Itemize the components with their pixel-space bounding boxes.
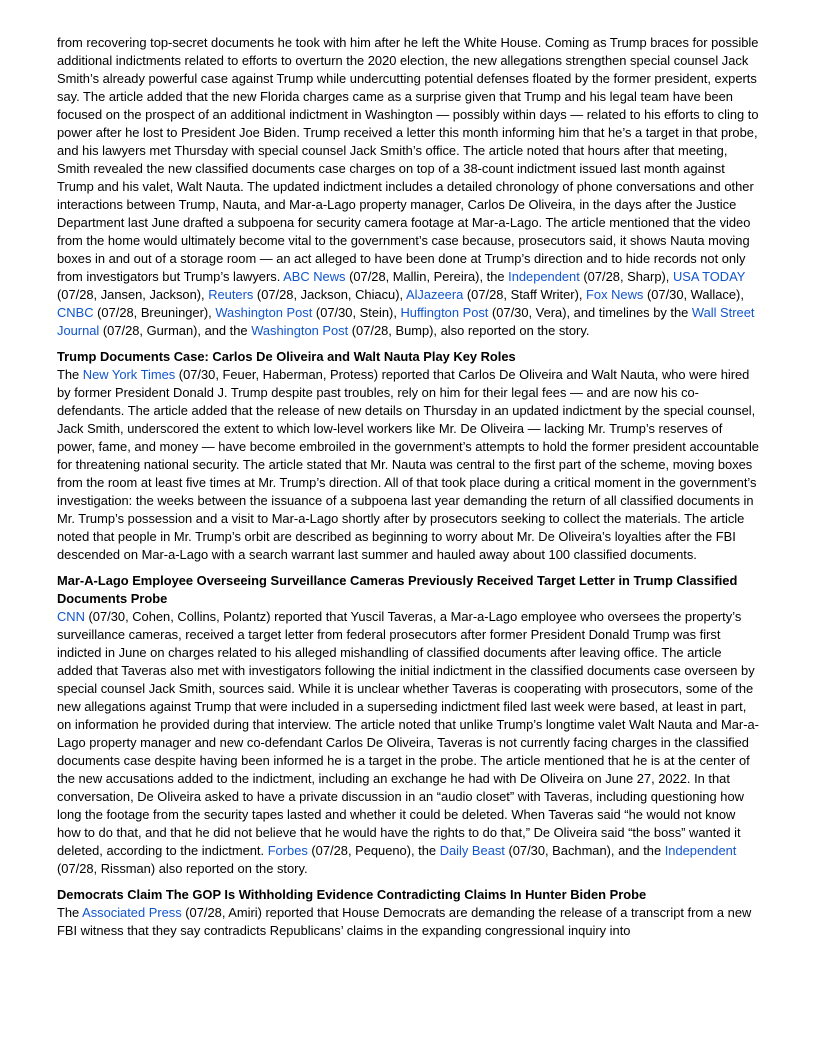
intro-paragraph: from recovering top-secret documents he took with him after he left the White House. Coming as Trump braces for possible additional indictments related to efforts to overturn the 2020 election, the new allegations strengthen special counsel Jack Smith’s already powerful case against Trump while undercutting potential defenses floated by the former president, experts say. The article added that the new Florida charges came as a surprise given that Trump and his legal team have been focused on the prospect of an additional indictment in Washington — possibly within days — related to his efforts to cling to power after he lost to President Joe Biden. Trump received a letter this month informing him that he’s a target in that probe, and his lawyers met Thursday with special counsel Jack Smith’s office. The article noted that hours after that meeting, Smith revealed the new classified documents case charges on top of a 38-count indictment issued last month against Trump and his valet, Walt Nauta. The updated indictment includes a detailed chronology of phone conversations and other interactions between Trump, Nauta, and Mar-a-Lago property manager, Carlos De Oliveira, in the days after the Justice Department last June drafted a subpoena for security camera footage at Mar-a-Lago. The article mentioned that the video from the home would ultimately become vital to the government’s case because, prosecutors said, it shows Nauta moving boxes in and out of a storage room — an act alleged to have been done at Trump’s direction and to hide records not only from investigators but Trump’s lawyers. ABC News (07/28, Mallin, Pereira), the Independent (07/28, Sharp), USA TODAY (07/28, Jansen, Jackson), Reuters (07/28, Jackson, Chiacu), AlJazeera (07/28, Staff Writer), Fox News (07/30, Wallace), CNBC (07/28, Breuninger), Washington Post (07/30, Stein), Huffington Post (07/30, Vera), and timelines by the Wall Street Journal (07/28, Gurman), and the Washington Post (07/28, Bump), also reported on the story.	[57, 35, 759, 338]
source-link-huffington-post[interactable]: Huffington Post	[400, 305, 489, 320]
source-link-daily-beast[interactable]: Daily Beast	[439, 843, 505, 858]
article-body-mar-a-lago-employee: CNN (07/30, Cohen, Collins, Polantz) reported that Yuscil Taveras, a Mar-a-Lago employee who oversees the property’s surveillance cameras, received a target letter from federal prosecutors after former President Donald Trump was first indicted in June on charges related to his alleged mishandling of classified documents after leaving office. The article added that Taveras also met with investigators following the initial indictment in the classified documents case overseen by special counsel Jack Smith, sources said. While it is unclear whether Taveras is cooperating with prosecutors, some of the new allegations against Trump that were included in a superseding indictment filed last week were based, at least in part, on information he provided during that interview. The article noted that unlike Trump’s longtime valet Walt Nauta and Mar-a-Lago property manager and new co-defendant Carlos De Oliveira, Taveras is not currently facing charges in the classified documents case despite having been informed he is a target in the probe. The article mentioned that he is at the center of the new accusations added to the indictment, including an exchange he had with De Oliveira on June 27, 2022. In that conversation, De Oliveira asked to have a private discussion in an “audio closet” with Taveras, including questioning how long the footage from the security tapes lasted and whether it could be deleted. When Taveras said “he would not know how to do that, and that he did not believe that he would have the rights to do that,” De Oliveira said “the boss” wanted it deleted, according to the indictment. Forbes (07/28, Pequeno), the Daily Beast (07/30, Bachman), and the Independent (07/28, Rissman) also reported on the story.	[57, 609, 759, 876]
article-heading-hunter-biden-probe: Democrats Claim The GOP Is Withholding Evidence Contradicting Claims In Hunter Biden Probe	[57, 887, 647, 902]
article-body-documents-case: The New York Times (07/30, Feuer, Haberman, Protess) reported that Carlos De Oliveira and Walt Nauta, who were hired by former President Donald J. Trump despite past troubles, rely on him for their legal fees — and are now his co-defendants. The article added that the release of new details on Thursday in an updated indictment by the special counsel, Jack Smith, underscored the extent to which low-level workers like Mr. De Oliveira — lacking Mr. Trump’s reserves of power, fame, and money — have become embroiled in the government’s attempts to hold the former president accountable for threatening national security. The article stated that Mr. Nauta was central to the first part of the scheme, moving boxes from the room at least five times at Mr. Trump’s direction. All of that took place during a critical moment in the government’s investigation: the weeks between the issuance of a subpoena last year demanding the return of all classified documents in Mr. Trump’s possession and a visit to Mar-a-Lago shortly after by prosecutors seeking to collect the materials. The article noted that people in Mr. Trump’s orbit are described as beginning to worry about Mr. De Oliveira’s loyalties after the FBI descended on Mar-a-Lago with a search warrant last summer and hauled away about 100 classified documents.	[57, 367, 759, 562]
article-body-hunter-biden-probe: The Associated Press (07/28, Amiri) reported that House Democrats are demanding the release of a transcript from a new FBI witness that they say contradicts Republicans’ claims in the expanding congressional inquiry into	[57, 905, 752, 938]
source-link-washington-post[interactable]: Washington Post	[215, 305, 313, 320]
source-link-abc-news[interactable]: ABC News	[283, 269, 346, 284]
source-link-cnbc[interactable]: CNBC	[57, 305, 94, 320]
source-link-fox-news[interactable]: Fox News	[586, 287, 644, 302]
source-link-washington-post-2[interactable]: Washington Post	[251, 323, 349, 338]
source-link-usa-today[interactable]: USA TODAY	[672, 269, 746, 284]
source-link-new-york-times[interactable]: New York Times	[82, 367, 176, 382]
source-link-independent-2[interactable]: Independent	[664, 843, 737, 858]
document-page	[57, 34, 760, 940]
source-link-forbes[interactable]: Forbes	[267, 843, 308, 858]
source-link-cnn[interactable]: CNN	[57, 609, 85, 624]
article-heading-documents-case: Trump Documents Case: Carlos De Oliveira and Walt Nauta Play Key Roles	[57, 349, 516, 364]
source-link-independent[interactable]: Independent	[508, 269, 580, 284]
source-link-wall-street-journal[interactable]: Wall Street Journal	[57, 305, 755, 338]
source-link-associated-press[interactable]: Associated Press	[82, 905, 182, 920]
source-link-reuters[interactable]: Reuters	[208, 287, 254, 302]
article-heading-mar-a-lago-employee: Mar-A-Lago Employee Overseeing Surveillance Cameras Previously Received Target Letter in Trump Classified Documents Probe	[57, 573, 738, 606]
intro-text: from recovering top-secret documents he took with him after he left the White House. Coming as Trump braces for possible additional indictments related to efforts to overturn the 2020 election, the new allegations strengthen special counsel Jack Smith’s already powerful case against Trump while undercutting potential defenses floated by the former president, experts say. The article added that the new Florida charges came as a surprise given that Trump and his legal team have been focused on the prospect of an additional indictment in Washington — possibly within days — related to his efforts to cling to power after he lost to President Joe Biden. Trump received a letter this month informing him that he’s a target in that probe, and his lawyers met Thursday with special counsel Jack Smith’s office. The article noted that hours after that meeting, Smith revealed the new classified documents case charges on top of a 38-count indictment issued last month against Trump and his valet, Walt Nauta. The updated indictment includes a detailed chronology of phone conversations and other interactions between Trump, Nauta, and Mar-a-Lago property manager, Carlos De Oliveira, in the days after the Justice Department last June drafted a subpoena for security camera footage at Mar-a-Lago. The article mentioned that the video from the home would ultimately become vital to the government’s case because, prosecutors said, it shows Nauta moving boxes in and out of a storage room — an act alleged to have been done at Trump’s direction and to hide records not only from investigators but Trump’s lawyers.	[57, 35, 759, 284]
source-link-aljazeera[interactable]: AlJazeera	[405, 287, 464, 302]
